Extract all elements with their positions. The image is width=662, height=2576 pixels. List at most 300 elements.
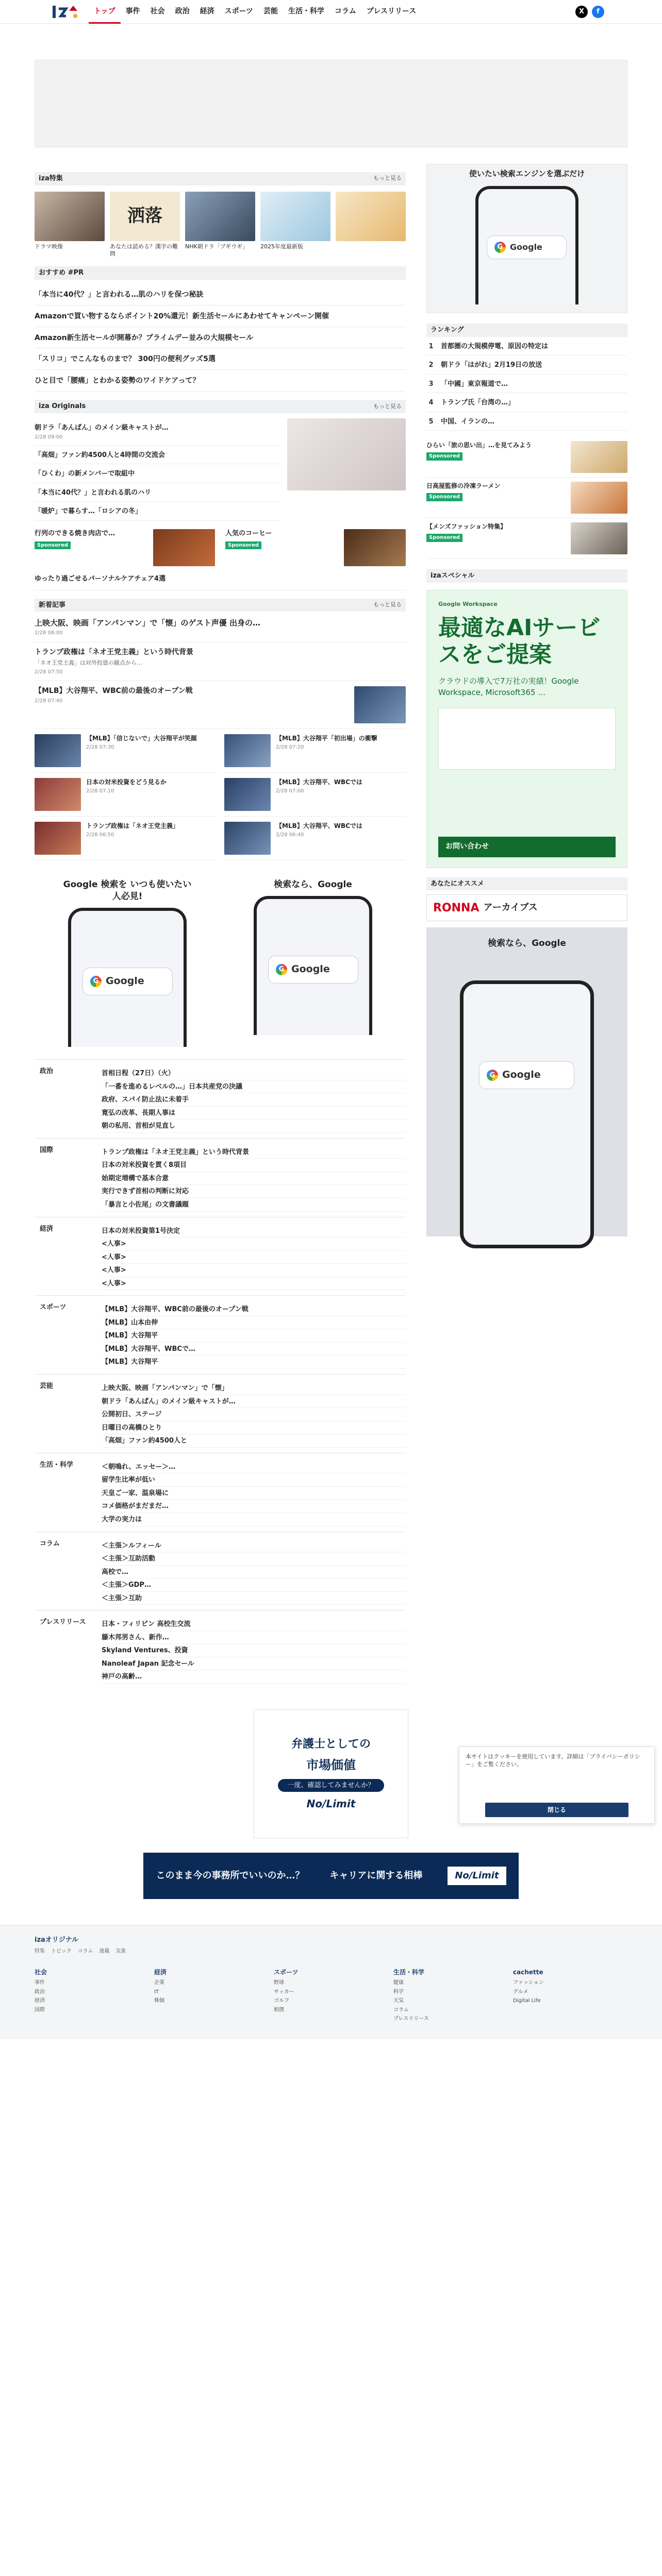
cookie-text: 本サイトはクッキーを使用しています。詳細は「プライバシーポリシー」をご覧ください。: [466, 1753, 640, 1768]
originals-list: [35, 418, 280, 521]
footer-col-item[interactable]: 事件: [35, 1980, 45, 1986]
feature-card[interactable]: [260, 192, 330, 259]
category-item[interactable]: 高校で…: [102, 1566, 406, 1579]
news-item-meta: 2/28 07:30: [86, 744, 114, 751]
cookie-notice: [459, 1747, 655, 1824]
sidebar-pr-item[interactable]: [426, 478, 627, 518]
news-header: [35, 599, 406, 612]
category-item[interactable]: 「高畑」ファン約4500人と: [102, 1434, 406, 1448]
footer: [0, 1925, 662, 2039]
rank-title: 首都圏の大規模停電、原因の特定は: [441, 342, 549, 350]
category-item[interactable]: 「一番を進めるレベルの…」日本共産党の決議: [102, 1080, 406, 1094]
news-item-meta: 2/28 07:40: [35, 698, 63, 704]
sponsored-badge: Sponsored: [35, 541, 71, 550]
sidebar-pr-text: [426, 482, 566, 514]
pr-item[interactable]: 「スリコ」でこんなものまで？ 300円の便利グッズ5選: [35, 348, 406, 370]
news-item-meta: 2/28 07:00: [276, 788, 304, 794]
footer-col-item[interactable]: サッカー: [274, 1989, 294, 1995]
footer-col-list: [513, 1978, 627, 2006]
footer-links: [35, 1948, 627, 1955]
news-item-image: [35, 822, 81, 855]
category-list: [102, 1067, 406, 1133]
main-column: [35, 164, 406, 1689]
ronna-logo: RONNA: [433, 901, 479, 914]
lawyer-ad-line1: 弁護士としての: [291, 1737, 371, 1751]
originals-item[interactable]: 「ひくわ」の新メンバーで取組中: [35, 464, 280, 483]
feature-image: [336, 192, 406, 241]
news-item-text: [276, 734, 406, 767]
pr-title: おすすめ #PR: [39, 269, 84, 277]
google-ads: [35, 879, 406, 1044]
pr-item[interactable]: 「本当に40代？」と言われる…肌のハリを保つ秘訣: [35, 284, 406, 306]
news-item-title: 【MLB】大谷翔平「初出場」の衝撃: [276, 735, 377, 742]
feature-card[interactable]: [336, 192, 406, 259]
category-block: [35, 1374, 406, 1453]
sidebar-pr-item[interactable]: [426, 518, 627, 559]
rank-title: 中国、イランの…: [441, 417, 495, 426]
ronna-banner[interactable]: [426, 894, 627, 921]
news-item[interactable]: [35, 729, 216, 773]
category-item[interactable]: 日曜日の高橋ひとり: [102, 1421, 406, 1435]
pr-line[interactable]: ゆったり過ごせるパーソナルケアチェア4選: [35, 574, 406, 590]
category-item[interactable]: 日本の対米投資を貫く8項目: [102, 1159, 406, 1172]
ronna-label: アーカイブス: [483, 902, 538, 913]
category-item[interactable]: 「暴言と小佐尾」の文書議題: [102, 1198, 406, 1212]
news-item-image: [224, 778, 271, 811]
pr-tile-image: [344, 529, 406, 566]
category-item[interactable]: 朝の私用、首相が見直し: [102, 1120, 406, 1133]
sidebar-pr-list: [426, 437, 627, 559]
news-item-title: トランプ政権は「ネオ王党主義」という時代背景: [35, 648, 193, 656]
news-item-meta: 2/28 07:50: [35, 669, 63, 675]
category-name[interactable]: スポーツ: [40, 1303, 67, 1312]
feature-image-text: 洒落: [127, 205, 162, 226]
category-item[interactable]: 実行できず首相の判断に対応: [102, 1185, 406, 1198]
cookie-close-button[interactable]: 閉じる: [485, 1803, 628, 1817]
footer-col-item[interactable]: 科学: [393, 1989, 404, 1995]
sidebar: [426, 164, 627, 1689]
news-grid: [35, 729, 406, 860]
category-name[interactable]: プレスリリース: [40, 1618, 86, 1626]
category-item[interactable]: ＜主張＞互助: [102, 1592, 406, 1605]
sidebar-ad-headline: 使いたい検索エンジンを選ぶだけ: [469, 169, 585, 178]
rank-number: 2: [428, 361, 434, 369]
category-item[interactable]: 寛弘の改革、長期人事は: [102, 1107, 406, 1120]
lawyer-ad-line2: 市場価値: [306, 1757, 356, 1773]
workspace-ad-screenshot: [438, 708, 616, 770]
sponsored-badge: Sponsored: [225, 541, 261, 550]
feature-image: [260, 192, 330, 241]
nav-column[interactable]: コラム: [335, 7, 356, 15]
lawyer-wide-ad[interactable]: [143, 1853, 519, 1899]
category-item[interactable]: 藤木邦男さん、新作…: [102, 1631, 406, 1645]
footer-col-item[interactable]: ファッション: [513, 1980, 544, 1986]
nav-press-release[interactable]: プレスリリース: [366, 7, 417, 15]
footer-col-heading[interactable]: 経済: [154, 1969, 167, 1976]
news-item-image: [35, 778, 81, 811]
originals-header: [35, 400, 406, 413]
category-item[interactable]: ＜主張＞GDP…: [102, 1579, 406, 1592]
category-list: [102, 1382, 406, 1448]
footer-link[interactable]: 連載: [99, 1948, 110, 1954]
originals-title: iza Originals: [39, 402, 86, 411]
top-bar: [0, 0, 662, 24]
originals-item[interactable]: 「本当に40代？」と言われる肌のハリ: [35, 483, 280, 502]
news-item-text: [86, 822, 216, 855]
ranking-item[interactable]: [426, 393, 627, 412]
news-item-title: トランプ政権は「ネオ王党主義」: [86, 822, 179, 830]
feature-card[interactable]: [110, 192, 180, 259]
google-ad-headline: Google 検索を いつも使いたい人必見!: [63, 879, 192, 902]
category-item[interactable]: 神戸の高齢…: [102, 1670, 406, 1684]
pr-tile[interactable]: [35, 529, 215, 566]
google-ad[interactable]: [249, 879, 377, 1044]
sidebar-tall-ad[interactable]: [426, 927, 627, 1236]
google-g-icon: G: [90, 976, 102, 987]
feature-card[interactable]: [185, 192, 255, 259]
pr-tiles: [35, 529, 406, 566]
category-list: [102, 1539, 406, 1605]
google-brand: Google: [510, 242, 542, 252]
footer-link[interactable]: 気象: [115, 1948, 126, 1954]
feature-card[interactable]: [35, 192, 105, 259]
category-item[interactable]: 天皇ご一家、温泉場に: [102, 1487, 406, 1500]
lawyer-ad[interactable]: [254, 1709, 408, 1838]
footer-col-item[interactable]: 株価: [154, 1998, 164, 2004]
category-item[interactable]: 公開初日、ステージ: [102, 1408, 406, 1421]
news-lead-meta: 2/28 08:00: [35, 630, 63, 636]
pr-header: [35, 266, 406, 280]
footer-col-item[interactable]: 国際: [35, 2007, 45, 2013]
category-item[interactable]: <人事>: [102, 1251, 406, 1264]
ranking-title: ランキング: [426, 324, 627, 337]
phone-illustration: [254, 896, 372, 1035]
footer-col-item[interactable]: 野球: [274, 1980, 284, 1986]
nav-life-science[interactable]: 生活・科学: [288, 7, 325, 15]
news-item-text: [276, 822, 406, 855]
rank-title: トランプ氏「台湾の…」: [441, 399, 515, 407]
news-item-title: 【MLB】大谷翔平、WBCでは: [276, 778, 362, 786]
pr-tile-text: [35, 529, 148, 566]
news-title: 新着記事: [39, 601, 66, 609]
workspace-ad-cta[interactable]: お問い合わせ: [438, 837, 616, 857]
category-name[interactable]: 経済: [40, 1225, 54, 1233]
category-item[interactable]: 首相日程（27日）（火）: [102, 1067, 406, 1080]
nav-sports[interactable]: スポーツ: [224, 7, 254, 15]
workspace-ad-brand: Google Workspace: [438, 600, 498, 607]
news-more-link[interactable]: もっと見る: [373, 601, 402, 608]
footer-col-item[interactable]: ゴルフ: [274, 1998, 289, 2004]
sidebar-pr-image: [571, 441, 627, 473]
news-item-excerpt: 「ネオ王党主義」は対外投資の観点から…: [35, 659, 142, 666]
originals-item[interactable]: [35, 418, 280, 446]
footer-col-item[interactable]: IT: [154, 1989, 159, 1995]
originals-image[interactable]: [287, 418, 406, 490]
category-item[interactable]: 【MLB】大谷翔平、WBCで…: [102, 1343, 406, 1356]
feature-image: [35, 192, 105, 241]
news-item[interactable]: [35, 817, 216, 860]
category-block: [35, 1138, 406, 1217]
nolimit-logo: No/Limit: [448, 1867, 506, 1885]
features-header: [35, 172, 406, 185]
news-lead-title: 上映大阪、映画「アンパンマン」で「懐」のゲスト声優 出身の…: [35, 618, 260, 628]
features-title: iza特集: [39, 175, 63, 182]
google-search-box: [268, 956, 358, 984]
rank-number: 4: [428, 399, 434, 407]
sidebar-pr-title: 日高屋監修の冷凍ラーメン: [426, 482, 501, 490]
footer-link[interactable]: コラム: [77, 1948, 93, 1954]
originals-item-title: 朝ドラ「あんぱん」のメイン級キャストが…: [35, 423, 169, 432]
news-list: [35, 618, 406, 860]
news-item[interactable]: [224, 817, 406, 860]
footer-col-item[interactable]: 経済: [35, 1998, 45, 2004]
site-logo[interactable]: [52, 3, 84, 21]
pr-tile-text: [225, 529, 339, 566]
category-block: [35, 1295, 406, 1374]
category-item[interactable]: トランプ政権は「ネオ王党主義」という時代背景: [102, 1146, 406, 1159]
category-item[interactable]: 日本・フィリピン 高校生交流: [102, 1618, 406, 1631]
news-item-text: [276, 778, 406, 811]
rank-number: 5: [428, 417, 434, 426]
footer-col-item[interactable]: 相撲: [274, 2007, 284, 2013]
google-ad[interactable]: [63, 879, 192, 1044]
originals-more-link[interactable]: もっと見る: [373, 402, 402, 410]
content-columns: [35, 164, 627, 1689]
category-item[interactable]: Skyland Ventures、投資: [102, 1644, 406, 1657]
category-list: [102, 1461, 406, 1527]
features-row: [35, 192, 406, 259]
category-item[interactable]: ＜主張＞ルフィール: [102, 1539, 406, 1553]
special-title: izaスペシャル: [426, 569, 627, 583]
category-item[interactable]: 朝ドラ「あんぱん」のメイン級キャストが…: [102, 1395, 406, 1409]
news-item-text: [86, 778, 216, 811]
category-item[interactable]: Nanoleaf Japan 記念セール: [102, 1657, 406, 1671]
footer-col-list: [274, 1978, 388, 2014]
news-item-text: [86, 734, 216, 767]
footer-col-heading[interactable]: cachette: [513, 1969, 543, 1976]
pr-tile-title: 行列のできる焼き肉店で…: [35, 530, 115, 538]
category-item[interactable]: 【MLB】大谷翔平: [102, 1355, 406, 1369]
nav-economy[interactable]: 経済: [200, 7, 214, 15]
news-item-title: 【MLB】「信じないで」大谷翔平が笑顔: [86, 735, 197, 742]
category-item[interactable]: 【MLB】大谷翔平: [102, 1329, 406, 1343]
feature-text: ドラマ映像: [35, 243, 63, 250]
news-item-image: [354, 686, 406, 723]
category-item[interactable]: 大学の実力は: [102, 1513, 406, 1527]
rank-number: 3: [428, 380, 434, 388]
category-item[interactable]: ＜朝鳴れ、エッセー＞…: [102, 1461, 406, 1474]
ranking-item[interactable]: [426, 355, 627, 375]
news-item[interactable]: [224, 729, 406, 773]
recommend-title: あなたにオススメ: [426, 877, 627, 891]
pr-item[interactable]: Amazon新生活セールが開幕か？プライムデー並みの大規模セール: [35, 327, 406, 349]
nav-politics[interactable]: 政治: [175, 7, 190, 15]
news-item-meta: 2/28 07:10: [86, 788, 114, 794]
nav-incident[interactable]: 事件: [125, 7, 140, 15]
footer-col-item[interactable]: 健康: [393, 1980, 404, 1986]
category-item[interactable]: 上映大阪、映画「アンパンマン」で「懐」: [102, 1382, 406, 1395]
footer-link[interactable]: 特集: [35, 1948, 45, 1954]
category-list: [102, 1146, 406, 1212]
nav-top[interactable]: トップ: [89, 0, 121, 24]
phone-illustration: [475, 186, 578, 304]
features-more-link[interactable]: もっと見る: [373, 175, 402, 182]
footer-col-item[interactable]: 天気: [393, 1998, 404, 2004]
ranking-list: [426, 337, 627, 431]
sidebar-pr-item[interactable]: [426, 437, 627, 478]
rank-number: 1: [428, 342, 434, 350]
footer-col-heading[interactable]: スポーツ: [274, 1969, 299, 1976]
sidebar-pr-title: 【メンズファッション特集】: [426, 523, 507, 531]
category-item[interactable]: 政府、スパイ防止法に未着手: [102, 1093, 406, 1107]
pr-item[interactable]: Amazonで買い物するならポイント20%還元！新生活セールにあわせてキャンペーン開催: [35, 306, 406, 327]
phone-illustration: [68, 908, 187, 1047]
footer-column: [393, 1964, 508, 2024]
footer-col-item[interactable]: 政治: [35, 1989, 45, 1995]
category-item[interactable]: コメ価格がまだまだ…: [102, 1500, 406, 1513]
category-item[interactable]: <人事>: [102, 1238, 406, 1251]
category-item[interactable]: <人事>: [102, 1264, 406, 1277]
sidebar-pr-text: [426, 522, 566, 554]
google-search-box: [82, 968, 173, 995]
main-nav: [89, 0, 421, 24]
news-item-text: [35, 686, 349, 723]
category-item[interactable]: 日本の対米投資第1号決定: [102, 1225, 406, 1238]
nolimit-logo: No/Limit: [306, 1798, 356, 1810]
footer-col-item[interactable]: グルメ: [513, 1989, 528, 1995]
footer-link[interactable]: トピック: [51, 1948, 72, 1954]
sponsored-badge: Sponsored: [426, 493, 462, 501]
tall-ad-headline: 検索なら、Google: [488, 938, 566, 949]
footer-col-list: [154, 1978, 269, 2006]
originals-item[interactable]: 「暖炉」で暮らす…「ロシアの冬」: [35, 502, 280, 521]
pr-tile-title: 人気のコーヒー: [225, 530, 272, 538]
footer-column: [35, 1964, 149, 2024]
footer-col-item[interactable]: コラム: [393, 2007, 409, 2013]
news-item-meta: 2/28 07:20: [276, 744, 304, 751]
google-search-box: [487, 235, 567, 259]
news-item[interactable]: [224, 773, 406, 817]
footer-col-list: [35, 1978, 149, 2014]
sidebar-pr-image: [571, 482, 627, 514]
category-area: [35, 1059, 406, 1689]
facebook-icon[interactable]: f: [592, 6, 604, 18]
footer-title: izaオリジナル: [35, 1936, 79, 1944]
sponsored-badge: Sponsored: [426, 452, 462, 461]
nav-entertainment[interactable]: 芸能: [263, 7, 278, 15]
originals-block: [35, 418, 406, 521]
news-item-title: 【MLB】大谷翔平、WBC前の最後のオープン戦: [35, 687, 193, 696]
workspace-ad[interactable]: [426, 590, 627, 868]
news-item[interactable]: [35, 773, 216, 817]
category-block: [35, 1217, 406, 1296]
category-name[interactable]: 芸能: [40, 1382, 54, 1391]
news-item-image: [35, 734, 81, 767]
footer-col-item[interactable]: プレスリリース: [393, 2016, 429, 2022]
category-block: [35, 1532, 406, 1611]
workspace-ad-text: クラウドの導入で7万社の実績！Google Workspace, Microsoft365 …: [438, 676, 579, 698]
wide-ad-line1: このまま今の事務所でいいのか…？: [156, 1870, 305, 1881]
news-item-meta: 2/28 06:50: [86, 832, 114, 838]
pr-item[interactable]: ひと目で「腰痛」とわかる姿勢のワイドケアって？: [35, 370, 406, 392]
footer-column: [154, 1964, 269, 2024]
category-block: [35, 1059, 406, 1138]
google-brand: Google: [106, 975, 144, 987]
footer-col-heading[interactable]: 社会: [35, 1969, 47, 1976]
feature-image: [110, 192, 180, 241]
footer-column: [274, 1964, 388, 2024]
category-block: [35, 1610, 406, 1689]
originals-item[interactable]: 「高畑」ファン約4500人と4時間の交流会: [35, 446, 280, 465]
footer-col-heading[interactable]: 生活・科学: [393, 1969, 425, 1976]
logo-icon: [52, 4, 81, 20]
footer-col-item[interactable]: Digital Life: [513, 1998, 541, 2004]
ranking-item[interactable]: [426, 412, 627, 431]
google-ad-headline: 検索なら、Google: [274, 879, 352, 890]
sidebar-ad[interactable]: [426, 164, 627, 313]
pr-tile[interactable]: [225, 529, 406, 566]
workspace-ad-headline: 最適なAIサービスをご提案: [438, 614, 601, 668]
sidebar-pr-title: ひらい「旅の思い出」…を見てみよう: [426, 442, 532, 449]
category-name[interactable]: 政治: [40, 1067, 54, 1076]
category-item[interactable]: <人事>: [102, 1277, 406, 1291]
news-item[interactable]: [35, 681, 406, 729]
google-g-icon: G: [494, 242, 506, 253]
news-item-title: 日本の対米投資をどう見るか: [86, 778, 167, 786]
rank-title: 「中國」東京報道で…: [441, 380, 508, 388]
phone-illustration: [460, 980, 594, 1248]
feature-text: NHK朝ドラ「ブギウギ」: [185, 243, 249, 250]
sponsored-badge: Sponsored: [426, 534, 462, 542]
category-item[interactable]: 【MLB】大谷翔平、WBC前の最後のオープン戦: [102, 1303, 406, 1316]
wide-ad-line2: キャリアに関する相棒: [329, 1870, 423, 1881]
news-item[interactable]: [35, 642, 406, 681]
page-wrapper: [35, 60, 627, 1899]
news-item-image: [224, 734, 271, 767]
top-ad-slot[interactable]: [35, 60, 627, 147]
lawyer-ad-button[interactable]: 一度、確認してみませんか？: [278, 1779, 384, 1792]
social-links: [575, 6, 604, 18]
footer-col-item[interactable]: 企業: [154, 1980, 164, 1986]
category-list: [102, 1225, 406, 1291]
pr-list: [35, 284, 406, 392]
news-item-image: [224, 822, 271, 855]
category-item[interactable]: 【MLB】山本由伸: [102, 1316, 406, 1330]
nav-society[interactable]: 社会: [150, 7, 165, 15]
category-list: [102, 1303, 406, 1369]
category-item[interactable]: ＜主張＞互助活動: [102, 1552, 406, 1566]
category-name[interactable]: 国際: [40, 1146, 54, 1154]
footer-col-list: [393, 1978, 508, 2024]
rank-title: 朝ドラ「はがれ」2月19日の放送: [441, 361, 542, 369]
ranking-item[interactable]: [426, 337, 627, 356]
feature-image: [185, 192, 255, 241]
pr-tile-image: [153, 529, 215, 566]
news-lead[interactable]: [35, 618, 406, 642]
ranking-item[interactable]: [426, 375, 627, 394]
category-item[interactable]: 留学生比率が低い: [102, 1473, 406, 1487]
sidebar-pr-text: [426, 441, 566, 473]
category-list: [102, 1618, 406, 1684]
category-name[interactable]: 生活・科学: [40, 1461, 74, 1469]
google-brand: Google: [291, 963, 330, 975]
sidebar-pr-image: [571, 522, 627, 554]
category-name[interactable]: コラム: [40, 1539, 60, 1548]
news-item-title: 【MLB】大谷翔平、WBCでは: [276, 822, 362, 830]
category-item[interactable]: 始期定増構で基本合意: [102, 1172, 406, 1185]
x-icon[interactable]: X: [575, 6, 588, 18]
google-g-icon: G: [487, 1070, 498, 1081]
